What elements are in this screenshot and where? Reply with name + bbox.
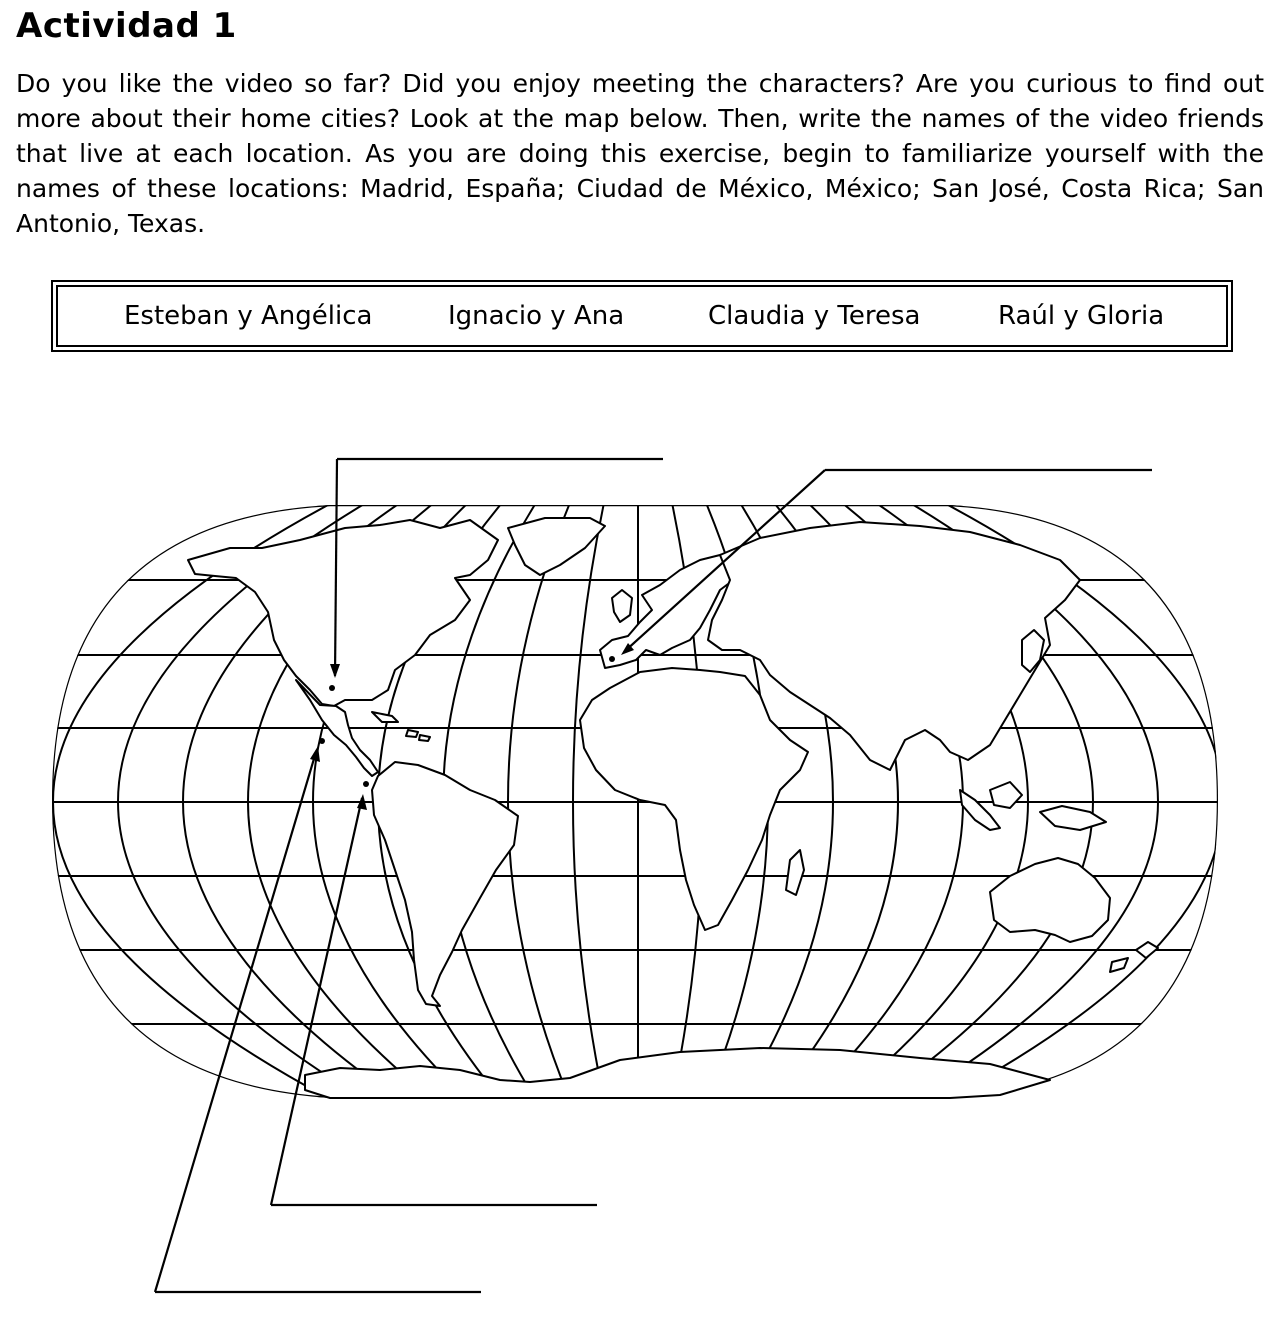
san-jose-dot xyxy=(363,781,369,787)
southeast-asia-islands xyxy=(960,782,1106,830)
japan-islands xyxy=(1022,630,1044,672)
caribbean-islands xyxy=(372,712,430,741)
name-bank-item: Raúl y Gloria xyxy=(998,301,1165,331)
landmasses xyxy=(188,518,1158,1098)
leader-line-mexico-city xyxy=(155,752,316,1292)
madrid-dot xyxy=(609,656,615,662)
new-zealand-islands xyxy=(1110,942,1158,972)
north-america-landmass xyxy=(188,520,498,706)
south-america-landmass xyxy=(372,762,518,1006)
instructions-paragraph: Do you like the video so far? Did you enjoy meeting the characters? Are you curious to find out more about their home cities? Look at the map below. Then, write the names of the video friends that live at each location. As you are doing this exercise, begin to familiarize yourself with the names of these locations: Madrid, España; Ciudad de México, México; San José, Costa Rica; San Antonio, Texas. xyxy=(16,69,1264,238)
british-isles xyxy=(612,590,632,622)
name-bank-item: Claudia y Teresa xyxy=(708,301,921,331)
name-bank-item: Esteban y Angélica xyxy=(124,301,373,331)
australia-landmass xyxy=(990,858,1110,942)
activity-title: Actividad 1 xyxy=(16,6,237,46)
africa-landmass xyxy=(580,668,808,930)
san-antonio-dot xyxy=(329,685,335,691)
mexico-city-dot xyxy=(319,738,325,744)
madagascar-island xyxy=(786,850,804,895)
antarctica-landmass xyxy=(305,1048,1050,1098)
greenland-landmass xyxy=(508,518,605,575)
name-bank-item: Ignacio y Ana xyxy=(448,301,625,331)
